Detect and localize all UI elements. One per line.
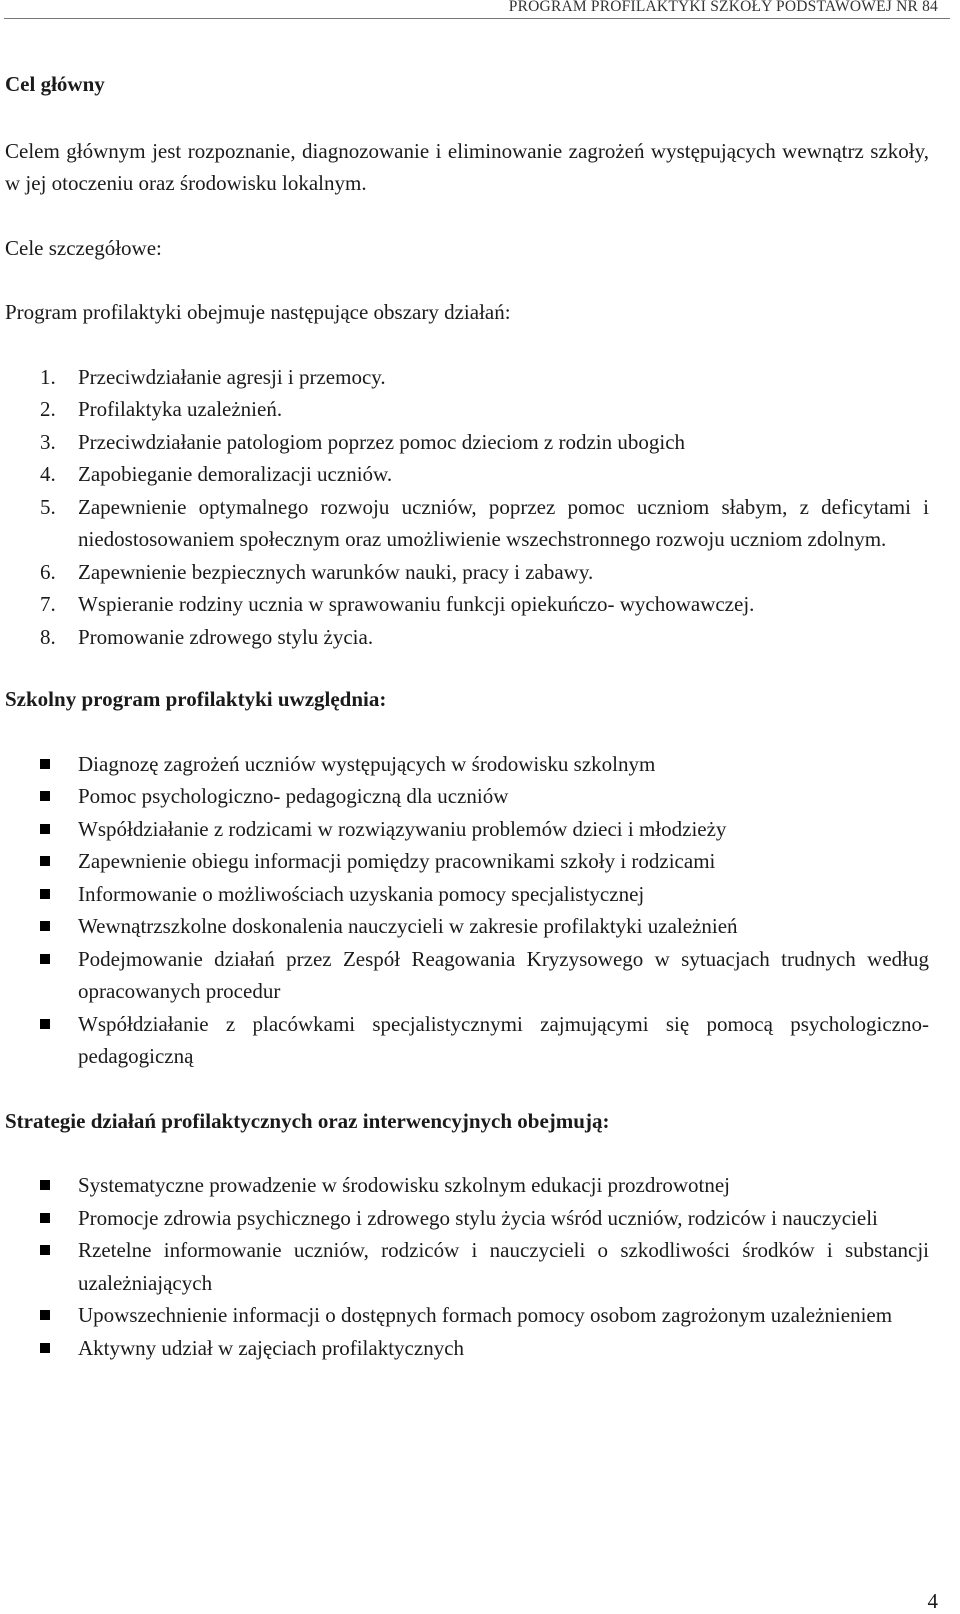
list-item-text: Informowanie o możliwościach uzyskania pomocy specjalistycznej <box>78 881 645 906</box>
list-item <box>5 878 929 911</box>
list-item-text: Współdziałanie z placówkami specjalistycznymi zajmującymi się pomocą psychologiczno- pedagogiczną <box>78 1011 929 1068</box>
list-item <box>5 393 929 426</box>
specific-goals-heading: Cele szczegółowe: <box>5 235 162 260</box>
square-bullet-icon <box>40 759 50 769</box>
list-item <box>5 1234 929 1299</box>
list-item <box>5 1332 929 1365</box>
list-item-text: Systematyczne prowadzenie w środowisku szkolnym edukacji prozdrowotnej <box>78 1173 730 1197</box>
list-number: 3. <box>40 429 56 454</box>
school-program-list <box>5 748 929 1073</box>
list-item-text: Aktywny udział w zajęciach profilaktycznych <box>78 1335 465 1360</box>
list-item-text: Profilaktyka uzależnień. <box>78 397 283 421</box>
list-item <box>5 780 929 813</box>
list-item <box>5 556 929 589</box>
list-item-text: Współdziałanie z rodzicami w rozwiązywaniu problemów dzieci i młodzieży <box>78 816 727 841</box>
list-item <box>5 588 929 621</box>
list-number: 4. <box>40 462 56 486</box>
list-number: 5. <box>40 494 56 519</box>
specific-goals-list <box>5 361 929 654</box>
strategies-list <box>5 1169 929 1364</box>
list-item-text: Zapewnienie bezpiecznych warunków nauki, pracy i zabawy. <box>78 559 594 584</box>
list-number: 2. <box>40 397 56 421</box>
list-item-text: Diagnozę zagrożeń uczniów występujących w środowisku szkolnym <box>78 751 656 776</box>
square-bullet-icon <box>40 1245 50 1255</box>
list-item <box>5 1008 929 1073</box>
square-bullet-icon <box>40 1343 50 1353</box>
square-bullet-icon <box>40 824 50 834</box>
list-item <box>5 813 929 846</box>
main-goal-heading: Cel główny <box>5 72 105 96</box>
square-bullet-icon <box>40 1310 50 1320</box>
list-item-text: Upowszechnienie informacji o dostępnych formach pomocy osobom zagrożonym uzależnieniem <box>78 1303 893 1327</box>
list-item-text: Promocje zdrowia psychicznego i zdrowego stylu życia wśród uczniów, rodziców i nauczycieli <box>78 1205 878 1230</box>
square-bullet-icon <box>40 954 50 964</box>
main-goal-text: Celem głównym jest rozpoznanie, diagnozowanie i eliminowanie zagrożeń występujących wewnątrz szkoły, w jej otoczeniu oraz środowisku lokalnym. <box>5 138 929 195</box>
list-item-text: Wspieranie rodziny ucznia w sprawowaniu funkcji opiekuńczo- wychowawczej. <box>78 592 755 616</box>
list-item <box>5 491 929 556</box>
page-content <box>5 68 929 1364</box>
square-bullet-icon <box>40 1019 50 1029</box>
list-item-text: Pomoc psychologiczno- pedagogiczną dla uczniów <box>78 784 509 808</box>
list-item-text: Zapewnienie optymalnego rozwoju uczniów, poprzez pomoc uczniom słabym, z deficytami i niedostosowaniem społecznym oraz umożliwienie wszechstronnego rozwoju uczniom zdolnym. <box>78 494 929 551</box>
list-number: 1. <box>40 364 56 389</box>
list-item <box>5 1299 929 1332</box>
list-item-text: Zapewnienie obiegu informacji pomiędzy pracownikami szkoły i rodzicami <box>78 849 716 873</box>
list-number: 6. <box>40 559 56 584</box>
list-item <box>5 748 929 781</box>
list-item-text: Przeciwdziałanie agresji i przemocy. <box>78 364 386 389</box>
square-bullet-icon <box>40 921 50 931</box>
list-item <box>5 458 929 491</box>
list-item-text: Przeciwdziałanie patologiom poprzez pomoc dzieciom z rodzin ubogich <box>78 429 686 454</box>
list-item <box>5 943 929 1008</box>
header-rule <box>4 18 950 19</box>
running-header: PROGRAM PROFILAKTYKI SZKOŁY PODSTAWOWEJ NR 84 <box>508 0 938 15</box>
list-item-text: Promowanie zdrowego stylu życia. <box>78 624 374 649</box>
list-item <box>5 1202 929 1235</box>
list-item-text: Podejmowanie działań przez Zespół Reagowania Kryzysowego w sytuacjach trudnych według opracowanych procedur <box>78 946 929 1003</box>
list-item <box>5 910 929 943</box>
square-bullet-icon <box>40 856 50 866</box>
list-item <box>5 426 929 459</box>
list-item-text: Zapobieganie demoralizacji uczniów. <box>78 462 393 486</box>
list-item <box>5 845 929 878</box>
list-number: 8. <box>40 624 56 649</box>
school-program-heading: Szkolny program profilaktyki uwzględnia: <box>5 687 387 711</box>
square-bullet-icon <box>40 791 50 801</box>
list-item-text: Rzetelne informowanie uczniów, rodziców i nauczycieli o szkodliwości środków i substancji uzależniających <box>78 1238 929 1295</box>
square-bullet-icon <box>40 1180 50 1190</box>
specific-goals-intro: Program profilaktyki obejmuje następujące obszary działań: <box>5 300 511 324</box>
list-item <box>5 621 929 654</box>
list-item <box>5 1169 929 1202</box>
list-number: 7. <box>40 592 56 616</box>
list-item-text: Wewnątrzszkolne doskonalenia nauczycieli w zakresie profilaktyki uzależnień <box>78 914 738 938</box>
page-number: 4 <box>927 1589 938 1613</box>
square-bullet-icon <box>40 1213 50 1223</box>
square-bullet-icon <box>40 889 50 899</box>
list-item <box>5 361 929 394</box>
strategies-heading: Strategie działań profilaktycznych oraz interwencyjnych obejmują: <box>5 1108 610 1133</box>
